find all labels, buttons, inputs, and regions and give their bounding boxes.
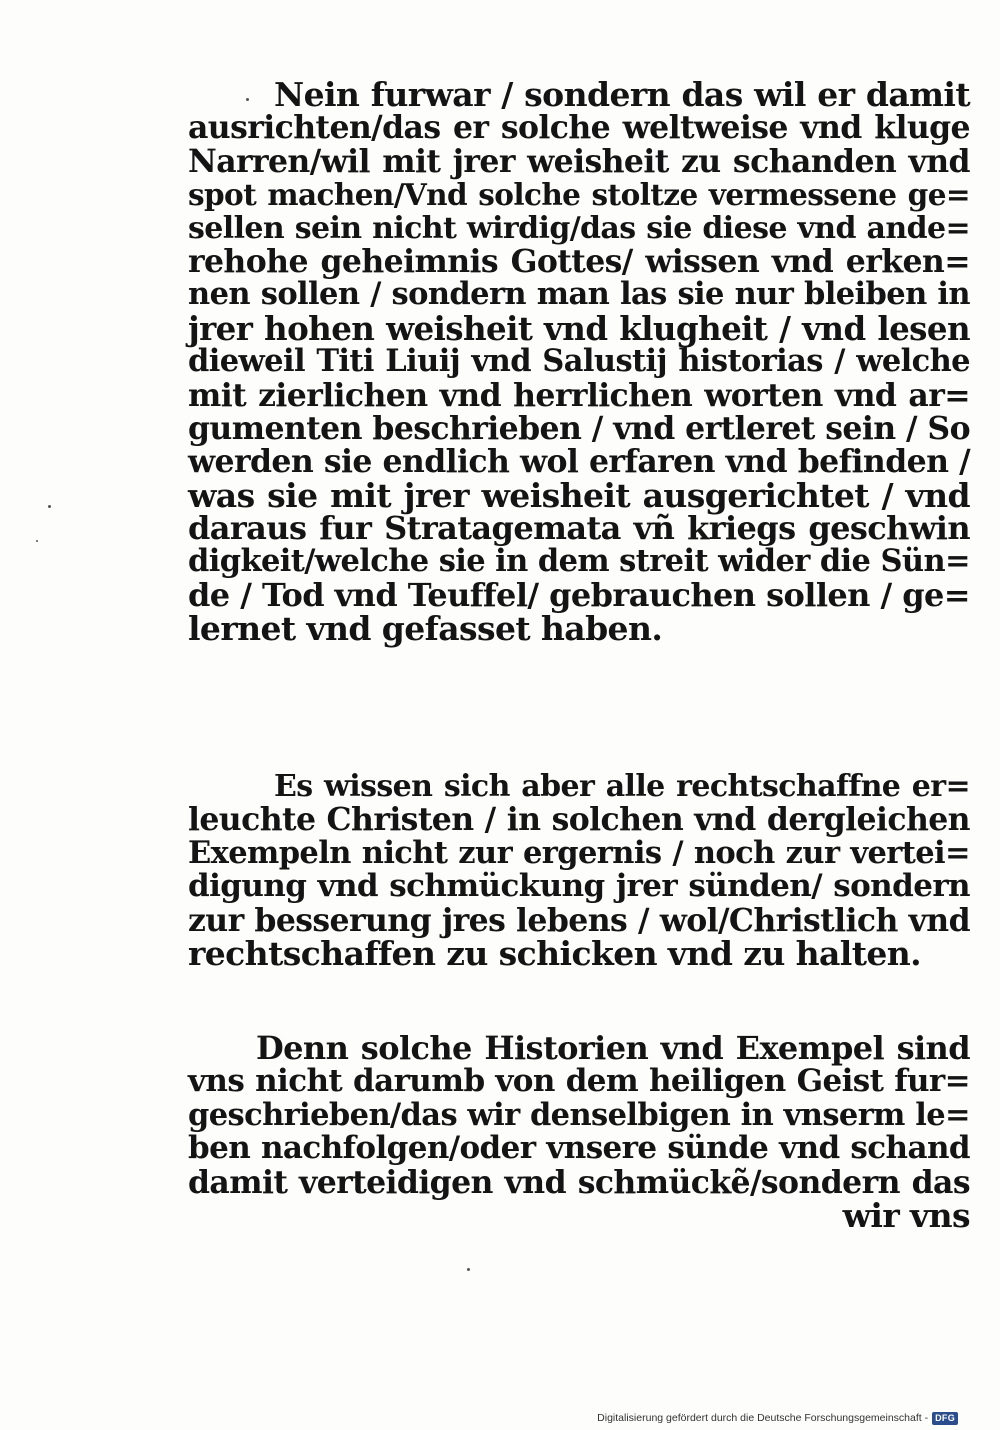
text-line: dieweil Titi Liuij vnd Salustij historias / welche xyxy=(188,343,970,380)
text-line: Exempeln nicht zur ergernis / noch zur vertei= xyxy=(188,834,970,871)
text-line: gumenten beschrieben / vnd ertleret sein / So xyxy=(188,409,970,447)
text-line: zur besserung jres lebens / wol/Christlich vnd xyxy=(188,901,970,939)
text-line: vns nicht darumb von dem heiligen Geist fur= xyxy=(188,1063,970,1100)
text-line: nen sollen / sondern man las sie nur bleiben in xyxy=(188,276,970,313)
dfg-logo-icon: DFG xyxy=(932,1412,958,1425)
text-line: Es wissen sich aber alle rechtschaffne er= xyxy=(274,769,970,804)
text-line: jrer hohen weisheit vnd klugheit / vnd lesen xyxy=(188,308,970,348)
scan-speck xyxy=(246,98,249,101)
text-line: ausrichten/das er solche weltweise vnd kluge xyxy=(188,109,970,147)
text-line: daraus fur Stratagemata vñ kriegs geschwin xyxy=(188,509,970,548)
text-line: spot machen/Vnd solche stoltze vermessene ge= xyxy=(188,177,970,213)
digitization-credit xyxy=(597,1410,958,1426)
catchword: wir vns xyxy=(842,1195,970,1235)
scan-speck xyxy=(36,540,38,542)
scan-speck xyxy=(467,1268,470,1271)
text-line: Narren/wil mit jrer weisheit zu schanden vnd xyxy=(188,142,970,180)
text-line: was sie mit jrer weisheit ausgerichtet / vnd xyxy=(188,475,970,515)
text-line: digung vnd schmückung jrer sünden/ sondern xyxy=(188,868,970,905)
paragraph-2 xyxy=(188,769,970,973)
text-line: de / Tod vnd Teuffel/ gebrauchen sollen / ge= xyxy=(188,575,970,614)
text-line: Denn solche Historien vnd Exempel sind xyxy=(256,1029,970,1067)
text-line: werden sie endlich wol erfaren vnd befinden / xyxy=(188,443,970,481)
paragraph-1 xyxy=(188,75,970,649)
text-line: sellen sein nicht wirdig/das sie diese vnd ande= xyxy=(188,210,970,246)
text-line: rehohe geheimnis Gottes/ wissen vnd erken= xyxy=(188,242,970,280)
scan-speck xyxy=(48,505,51,508)
text-line: digkeit/welche sie in dem streit wider die Sün= xyxy=(188,543,970,580)
text-line: mit zierlichen vnd herrlichen worten vnd ar= xyxy=(188,376,970,414)
text-line: lernet vnd gefasset haben. xyxy=(188,609,663,649)
text-line: ben nachfolgen/oder vnsere sünde vnd schand xyxy=(188,1130,970,1167)
text-line: geschrieben/das wir denselbigen in vnserm le= xyxy=(188,1096,970,1133)
text-line: leuchte Christen / in solchen vnd dergleichen xyxy=(188,801,970,839)
paragraph-3 xyxy=(188,1029,970,1235)
text-line: rechtschaffen zu schicken vnd zu halten. xyxy=(188,933,922,973)
text-line: Nein furwar / sondern das wil er damit xyxy=(274,75,970,114)
credit-text: Digitalisierung gefördert durch die Deutsche Forschungsgemeinschaft - xyxy=(597,1412,929,1424)
text-line: damit verteidigen vnd schmückẽ/sondern das xyxy=(188,1163,970,1201)
